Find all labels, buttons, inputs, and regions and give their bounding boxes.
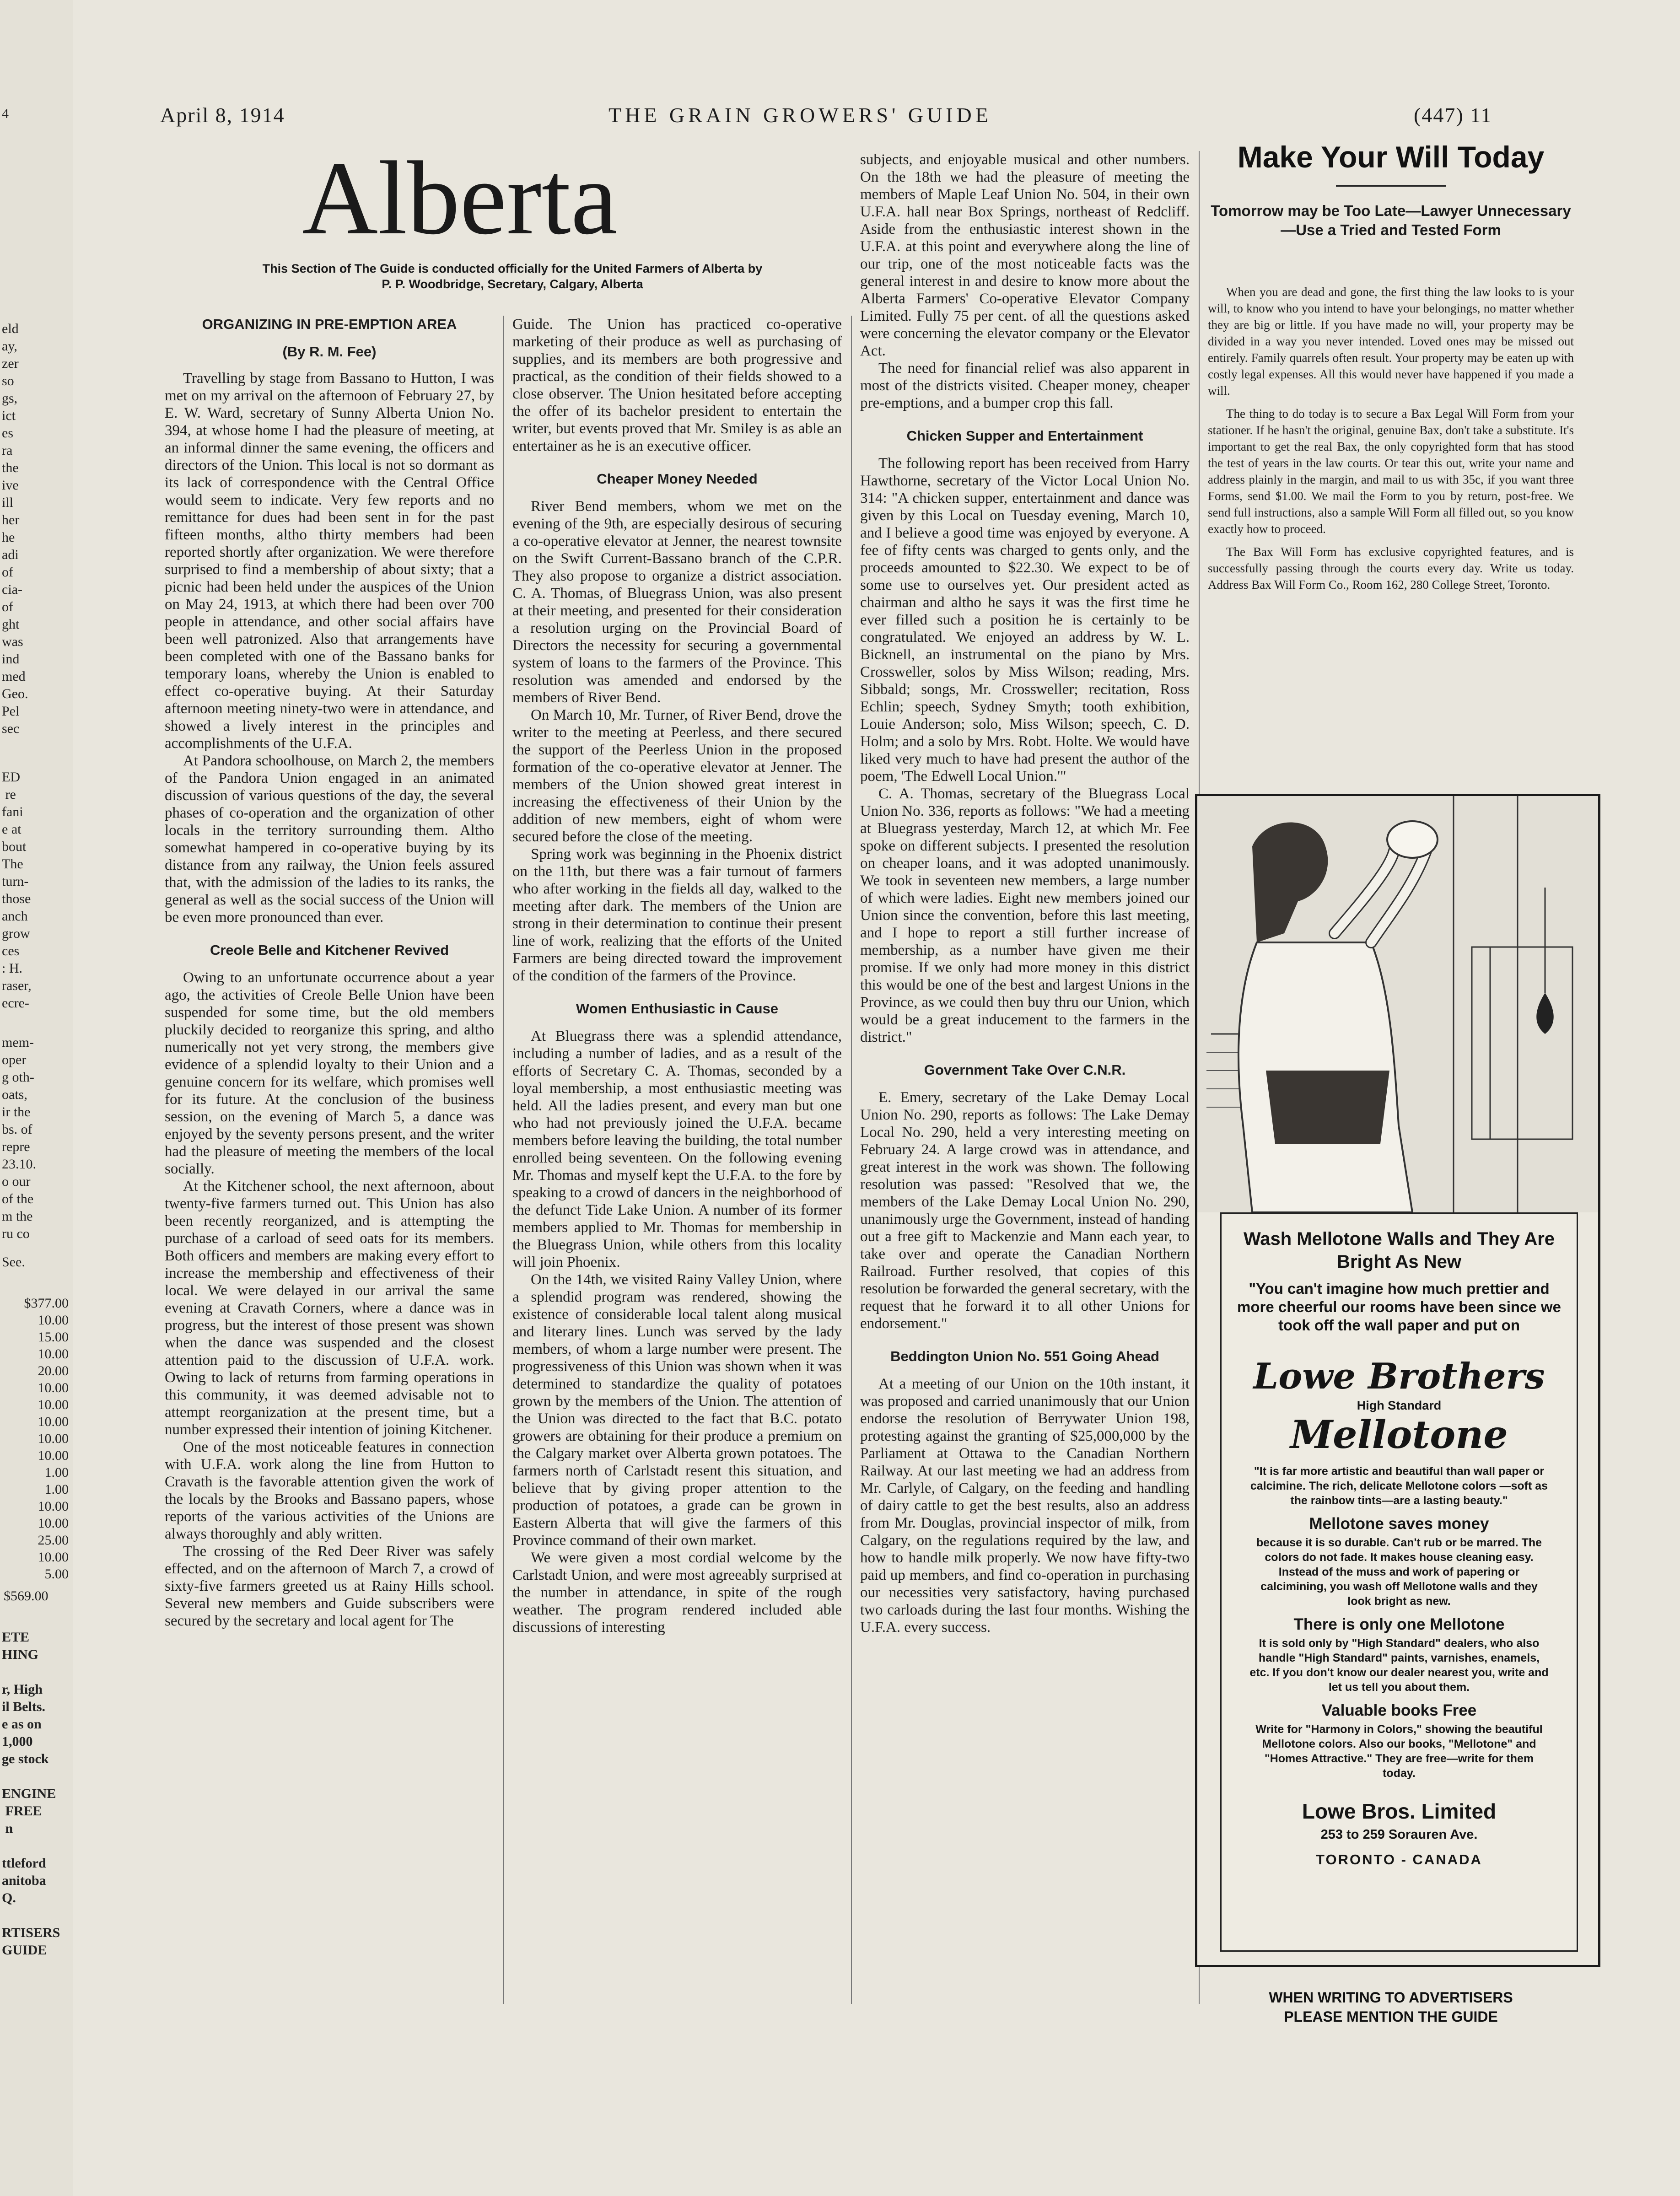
article-paragraph: The crossing of the Red Deer River was safely effected, and on the afternoon of March 7, a crowd of sixty-five farmers greeted us at Rainy Hills school. Several new members and Guide subscribers were secured by the secretary and local agent for The [165,1543,494,1629]
will-ad-paragraph: The Bax Will Form has exclusive copyrighted features, and is successfully passing through the courts every day. Write us today. Address Bax Will Form Co., Room 162, 280 College Street, Toronto. [1208,545,1574,592]
newspaper-page [73,0,1680,2196]
article-paragraph: C. A. Thomas, secretary of the Bluegrass Local Union No. 336, reports as follows: "We had a meeting at Bluegrass yesterday, March 12, at which Mr. Fee spoke on different subjects. I presented the resolution on cheaper loans, and it was adopted unanimously. We took in seventeen new members, a large number of which were ladies. Eight new members joined our Union since the convention, before this last meeting, and I hope to report a still further increase of membership, as a number have given me their promise. If we only had more money in this district this would be one of the best and largest Unions in the Province, as we could then buy thru our Union, which would be a great inducement to the farmers in the district." [860,786,1190,1045]
advertiser-notice [1190,1988,1592,2026]
lowe-brothers-logo: Lowe Brothers [1253,1356,1545,1397]
section-title: Alberta [302,140,618,256]
article-headline-chicken-supper: Chicken Supper and Entertainment [906,428,1143,444]
article-headline-beddington: Beddington Union No. 551 Going Ahead [890,1348,1159,1364]
adjacent-amount: 20.00 [38,1363,69,1378]
adjacent-amount: 10.00 [38,1313,69,1328]
high-standard-label: High Standard [1357,1399,1442,1412]
adjacent-amount: 25.00 [38,1533,69,1548]
mellotone-copy-box [1220,1212,1578,1952]
mellotone-subhead: Valuable books Free [1321,1701,1477,1719]
mellotone-advertisement [1195,794,1600,1967]
article-paragraph: One of the most noticeable features in connection with U.F.A. work along the line from Hutton to Cravath is the favorable attention given the work of the locals by the Brooks and Bassano papers, whose reports of the various activities of the Unions are always thoroughly and ably written. [165,1439,494,1542]
column-rule [851,316,852,2004]
adjacent-amount: 1.00 [44,1465,69,1480]
will-ad-paragraph: The thing to do today is to secure a Bax Legal Will Form from your stationer. If he hasn't the original, genuine Bax, don't take a substitute. It's important to get the real Bax, the only copyrighted form that has stood the test of years in the law courts. Or tear this out, write your name and address plainly in the margin, and mail to us with 35c, if you want three Forms, send $1.00. We mail the Form to you by return, post-free. We send full instructions, also a sample Will Form all filled out, so you know exactly how to proceed. [1208,407,1574,536]
adjacent-see: See. [2,1254,25,1270]
adjacent-amount: 10.00 [38,1550,69,1565]
article-paragraph: Travelling by stage from Bassano to Hutton, I was met on my arrival on the afternoon of February 27, by E. W. Ward, secretary of Sunny Alberta Union No. 394, at whose home I had the pleasure of meeting, at an informal dinner the same evening, the officers and directors of the Union. This local is not so dormant as its lack of correspondence with the Central Office would seem to indicate. Very few reports and no remittance for dues had been sent in for the past fifteen months, altho thirty members had been reported shortly after organization. We were therefore surprised to find a membership of about sixty; that a picnic had been held under the auspices of the Union on May 24, 1913, at which there had been over 700 people in attendance, and other social affairs have been well patronized. Also that arrangements have been completed with one of the Bassano banks for temporary loans, whereby the Union is enabled to effect co-operative buying. At their Saturday afternoon meeting ninety-two were in attendance, and showed a lively interest in the principles and accomplishments of the U.F.A. [165,370,494,752]
adjacent-amount: $377.00 [24,1296,69,1311]
mellotone-paragraph: Write for "Harmony in Colors," showing the beautiful Mellotone colors. Also our books, "Mellotone" and "Homes Attractive." They are free—write for them today. [1255,1723,1543,1780]
adjacent-amount: 10.00 [38,1431,69,1446]
adjacent-amount: 10.00 [38,1516,69,1531]
column-1 [165,316,494,2004]
will-ad-title: Make Your Will Today [1237,140,1545,174]
mellotone-logo: Mellotone [1290,1412,1508,1457]
subtitle-line-1: This Section of The Guide is conducted officially for the United Farmers of Alberta by [262,262,763,275]
article-paragraph: Owing to an unfortunate occurrence about a year ago, the activities of Creole Belle Union have been suspended for some time, but the old members pluckily decided to reorganize this spring, and altho numerically not yet very strong, the members give evidence of a splendid loyalty to their Union and a genuine concern for its welfare, which promises well for its future. At the conclusion of the business session, on the evening of March 5, a dance was enjoyed by the seventy persons present, and the writer had the pleasure of meeting the members of the local socially. [165,969,494,1177]
will-ad-body [1208,284,1574,599]
mellotone-quote: "You can't imagine how much prettier and more cheerful our rooms have been since we took off the wall paper and put on [1237,1280,1561,1334]
company-address: 253 to 259 Sorauren Ave. [1320,1827,1478,1842]
company-city: TORONTO - CANADA [1316,1852,1482,1868]
adjacent-amount: 5.00 [44,1566,69,1582]
article-headline-creole: Creole Belle and Kitchener Revived [210,942,449,958]
will-ad-subtitle: Tomorrow may be Too Late—Lawyer Unnecessary—Use a Tried and Tested Form [1211,202,1571,238]
adjacent-amount-list [0,1295,69,1582]
adjacent-amount: 10.00 [38,1380,69,1395]
woman-cleaning-wall-illustration [1197,796,1598,1212]
article-paragraph: River Bend members, whom we met on the evening of the 9th, are especially desirous of securing a co-operative elevator at Jenner, the nearest townsite on the Swift Current-Bassano branch of the C.P.R. They also propose to organize a district association. C. A. Thomas, of Bluegrass Union, was also present at their meeting, and presented for their consideration a resolution urging on the Provincial Board of Directors the necessity for securing a governmental system of loans to the farmers of the Province. This resolution was amended and endorsed by the members of River Bend. [512,498,842,706]
article-headline-government: Government Take Over C.N.R. [924,1062,1126,1078]
mellotone-paragraph: "It is far more artistic and beautiful than wall paper or calcimine. The rich, delicate Mellotone colors —soft as the rainbow tints—are a lasting beauty." [1250,1465,1548,1507]
article-paragraph: At Pandora schoolhouse, on March 2, the members of the Pandora Union engaged in an animated discussion of various questions of the day, the several phases of co-operation and the organization of other locals in the territory surrounding them. Altho somewhat hampered in co-operative buying by its distance from any railway, the Union feels assured that, with the admission of the ladies to its ranks, the general as well as the social success of the Union will be even more pronounced than ever. [165,753,494,926]
article-headline-organizing: ORGANIZING IN PRE-EMPTION AREA [202,316,457,332]
advertiser-notice-line-2: PLEASE MENTION THE GUIDE [1284,2008,1498,2025]
article-paragraph: At Bluegrass there was a splendid attendance, including a number of ladies, and as a result of the efforts of Secretary C. A. Thomas, seconded by a loyal membership, a most enthusiastic meeting was held. All the ladies present, and every man but one who had not previously joined the U.F.A. became members before leaving the building, the total number enrolled being seventeen. On the following evening Mr. Thomas and myself kept the U.F.A. to the fore by speaking to a crowd of dancers in the neighborhood of the defunct Tide Lake Union. A number of its former members applied to Mr. Thomas for membership in the Bluegrass Union, while others from this locality will join Phoenix. [512,1028,842,1270]
company-name: Lowe Bros. Limited [1302,1799,1497,1823]
adjacent-total: $569.00 [4,1588,48,1604]
mellotone-headline: Wash Mellotone Walls and They Are Bright As New [1243,1229,1555,1272]
adjacent-amount: 15.00 [38,1329,69,1345]
article-paragraph: On March 10, Mr. Turner, of River Bend, drove the writer to the meeting at Peerless, and there secured the support of the Peerless Union in the proposed formation of the co-operative elevator at Jenner. The members of the Union showed great interest in increasing the effectiveness of their Union by the addition of new members, eight of whom were secured before the close of the meeting. [512,707,842,845]
illustration-svg [1197,796,1598,1212]
article-paragraph: subjects, and enjoyable musical and other numbers. On the 18th we had the pleasure of meeting the members of Maple Leaf Union No. 504, in their own U.F.A. hall near Box Springs, northeast of Redcliff. Aside from the enthusiastic interest shown in the U.F.A. at this point and everywhere along the line of our trip, one of the most noticeable facts was the general interest in and desire to know more about the Alberta Farmers' Co-operative Elevator Company Limited. Fully 75 per cent. of all the questions asked were concerning the elevator company or the Elevator Act. [860,151,1190,359]
adjacent-amount: 10.00 [38,1448,69,1463]
adjacent-text-low: mem- oper g oth- oats, ir the bs. of repre 23.10. o our of the m the ru co [2,1035,36,1241]
will-ad-rule [1336,185,1446,187]
issue-date: April 8, 1914 [160,103,285,127]
section-subtitle [169,261,856,292]
mellotone-subhead: There is only one Mellotone [1293,1615,1505,1633]
article-paragraph: The need for financial relief was also apparent in most of the districts visited. Cheaper money, cheaper pre-emptions, and a bumper crop this fall. [860,360,1190,411]
adjacent-amount: 10.00 [38,1346,69,1362]
article-headline-cheaper-money: Cheaper Money Needed [597,471,758,487]
adjacent-text-mid: ED re fani e at bout The turn- those anch grow ces : H. raser, ecre- [2,770,32,1011]
article-paragraph: The following report has been received from Harry Hawthorne, secretary of the Victor Local Union No. 314: "A chicken supper, entertainment and dance was given by this Local on Tuesday evening, March 10, and I believe a good time was enjoyed by everyone. A fee of fifty cents was charged to gents only, and the proceeds amounted to $22.30. We expect to be of some use to ourselves yet. Our president acted as chairman and altho he says it was the first time he ever filled such a position he is certainly to be congratulated. We enjoyed an address by W. L. Bicknell, an instrumental on the piano by Mrs. Crossweller, solos by Miss Wilson; reading, Mrs. Sibbald; songs, Mr. Crossweller; recitation, Ross Echlin; speech, Sydney Smyth; tooth exhibition, Louie Anderson; solo, Miss Wilson; speech, C. D. Holm; and a solo by Mrs. Robt. Holte. We would have liked very much to have had present the author of the poem, 'The Edwell Local Union.'" [860,455,1190,785]
adjacent-amount: 1.00 [44,1482,69,1497]
masthead: THE GRAIN GROWERS' GUIDE [608,103,992,127]
article-paragraph: We were given a most cordial welcome by the Carlstadt Union, and were most agreeably surprised at the number in attendance, in spite of the rough weather. The program rendered included able discussions of interesting [512,1550,842,1636]
mellotone-paragraph: because it is so durable. Can't rub or be marred. The colors do not fade. It makes house cleaning easy. Instead of the muss and work of papering or calcimining, you wash off Mellotone walls and they look bright as new. [1256,1536,1542,1608]
adjacent-amount: 10.00 [38,1397,69,1412]
article-paragraph: Spring work was beginning in the Phoenix district on the 11th, but there was a fair turnout of farmers who after working in the fields all day, walked to the meeting after dark. The members of the Union are strong in their determination to continue their present line of work, realizing that the efforts of the United Farmers are being directed toward the improvement of the condition of the farmers of the Province. [512,846,842,984]
mellotone-paragraph: It is sold only by "High Standard" dealers, who also handle "High Standard" paints, varnishes, enamels, etc. If you don't know our dealer nearest you, write and let us tell you about them. [1249,1637,1549,1694]
mellotone-subhead: Mellotone saves money [1309,1515,1489,1533]
article-headline-women: Women Enthusiastic in Cause [576,1001,779,1017]
article-paragraph: Guide. The Union has practiced co-operative marketing of their produce as well as purchasing of supplies, and its members are both progressive and practical, as the condition of their fields showed to a close observer. The Union hesitated before accepting the offer of its bachelor president to entertain the writer, but events proved that Mr. Smiley is as able an entertainer as he is an executive officer. [512,316,842,454]
adjacent-ad-text: ETE HING r, High il Belts. e as on 1,000 ge stock ENGINE FREE n ttleford anitoba Q. RTISERS GUIDE [2,1630,60,1958]
article-byline: (By R. M. Fee) [282,344,377,360]
article-paragraph: At the Kitchener school, the next afternoon, about twenty-five farmers turned out. This Union has also been recently reorganized, and is attempting the purchase of a carload of seed oats for its members. Both officers and members are making every effort to increase the membership and effectiveness of their local. We were delayed in our arrival the same evening at Cravath Corners, where a dance was in progress, but the interest of those present was shown when the dance was suspended and the closest attention paid to the discussion of U.F.A. work. Owing to lack of returns from farming operations in this community, it was deemed advisable not to attempt reorganization at the present time, but a number expressed their intention of joining Kitchener. [165,1178,494,1438]
column-2 [512,316,842,2004]
article-paragraph: E. Emery, secretary of the Lake Demay Local Union No. 290, reports as follows: The Lake Demay Local No. 290, held a very interesting meeting on February 24. A large crowd was in attendance, and great interest in the work was shown. The following resolution was passed: "Resolved that we, the members of the Lake Demay Local Union No. 290, unanimously urge the Government, instead of handing out a free gift to Mackenzie and Mann each year, to take over and operate the Canadian Northern Railroad. Further resolved, that copies of this resolution be forwarded the general secretary, with the request that he forward it to all other Unions for endorsement." [860,1089,1190,1332]
advertiser-notice-line-1: WHEN WRITING TO ADVERTISERS [1269,1989,1513,2006]
article-paragraph: On the 14th, we visited Rainy Valley Union, where a splendid program was rendered, showing the existence of considerable local talent along musical and literary lines. Lunch was served by the lady members, of whom a large number were present. The progressiveness of this Union was shown when it was determined to standardize the quality of potatoes grown by the members of the Union. The attention of the Union was directed to the fact that B.C. potato growers are obtaining for their produce a premium on the Calgary market over Alberta grown potatoes. The farmers north of Carlstadt resent this situation, and believe that by giving proper attention to the production of potatoes, a grade can be grown in Eastern Alberta that will give the farmers of this Province command of their own market. [512,1271,842,1549]
adjacent-amount: 10.00 [38,1499,69,1514]
page-number: (447) 11 [1414,103,1492,127]
column-rule [503,316,504,2004]
will-ad-paragraph: When you are dead and gone, the first thing the law looks to is your will, to know who you intend to have your belongings, no matter whether they are big or little. If you have made no will, your property may be divided in a way you never intended. Loved ones may be missed out entirely. Family quarrels often result. Your property may be eaten up with costly legal expenses. All this would never have happened if you made a will. [1208,285,1574,398]
adjacent-page-number: 4 [2,106,9,121]
adjacent-page-strip [0,0,76,2196]
adjacent-text-top: eld ay, zer so gs, ict es ra the ive ill her he adi of cia- of ght was ind med Geo. Pel sec [2,321,28,736]
article-paragraph: At a meeting of our Union on the 10th instant, it was proposed and carried unanimously that our Union endorse the resolution of Berrywater Union 198, protesting against the granting of $25,000,000 by the Parliament at Ottawa to the Canadian Northern Railway. At our last meeting we had an address from Mr. Carlyle, of Calgary, on the feeding and handling of dairy cattle to get the best results, also an address from Mr. Douglas, provincial inspector of milk, from Calgary, on the regulations required by the law, and how to handle milk properly. We now have fifty-two paid up members, and find co-operation in purchasing our necessities very satisfactory, having purchased two carloads during the last four months. Wishing the U.F.A. every success. [860,1376,1190,1636]
column-3 [860,151,1190,2004]
adjacent-amount: 10.00 [38,1414,69,1429]
subtitle-line-2: P. P. Woodbridge, Secretary, Calgary, Alberta [382,277,643,291]
